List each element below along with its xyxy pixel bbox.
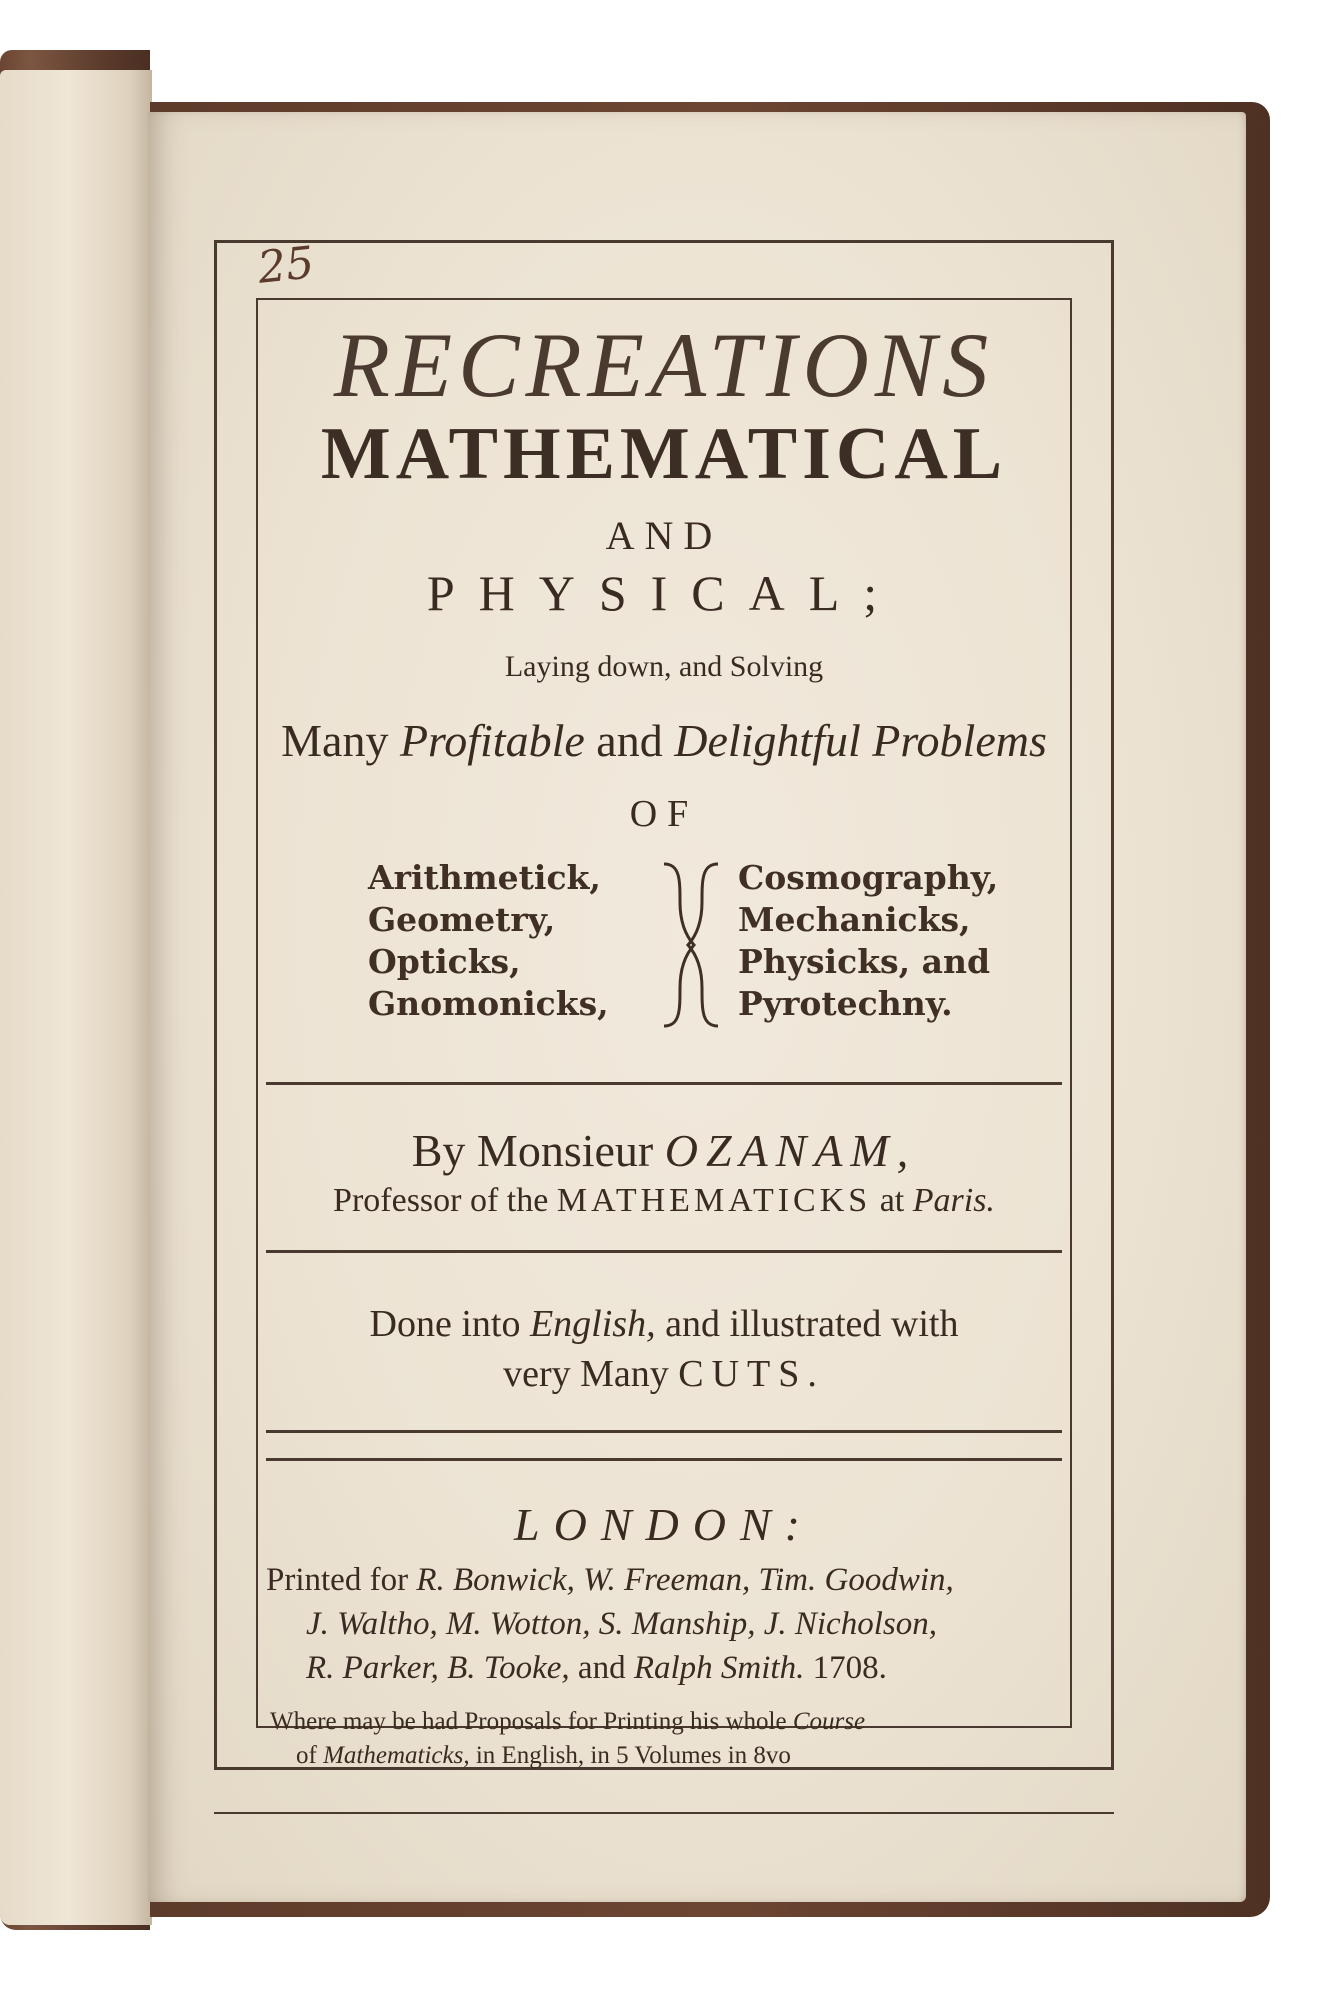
- subject-item: Opticks,: [368, 942, 521, 981]
- imprint-names-1: R. Bonwick, W. Freeman, Tim. Goodwin,: [416, 1562, 954, 1598]
- translation-part-5: CUTS.: [678, 1353, 825, 1395]
- imprint-city: LONDON:: [514, 1499, 814, 1550]
- imprint-line-1: [266, 1562, 1066, 1599]
- translation-part-4: very Many: [503, 1353, 679, 1395]
- divider-rule: [266, 1458, 1062, 1461]
- author-by: By Monsieur: [411, 1125, 665, 1176]
- proposals-line-1: [270, 1708, 1070, 1736]
- of-line: OF: [629, 793, 699, 835]
- professor-text: Professor of the: [333, 1182, 557, 1219]
- translation-part-2: English,: [529, 1303, 656, 1345]
- professor-subject: MATHEMATICKS: [556, 1182, 872, 1219]
- brace-ornament: [646, 860, 736, 1030]
- proposals-text-3: of: [296, 1742, 324, 1769]
- imprint-names-3: R. Parker, B. Tooke,: [306, 1650, 570, 1686]
- subject-item: Physicks, and: [738, 942, 991, 981]
- proposals-line-2: [296, 1742, 1096, 1770]
- imprint-names-4: Ralph Smith.: [633, 1650, 805, 1686]
- professor-line: [256, 1182, 1072, 1220]
- proposals-text-1: Where may be had Proposals for Printing his whole: [270, 1708, 793, 1735]
- imprint-printed-for: Printed for: [266, 1562, 417, 1598]
- problems-part-3: and: [584, 715, 675, 766]
- translation-part-3: and illustrated with: [655, 1303, 959, 1345]
- subject-item: Mechanicks,: [738, 900, 971, 939]
- title-page: [148, 112, 1246, 1902]
- handwritten-number: 25: [255, 237, 317, 294]
- imprint-year: 1708.: [804, 1650, 887, 1686]
- imprint-names-2: J. Waltho, M. Wotton, S. Manship, J. Nicholson,: [306, 1606, 937, 1642]
- subject-item: Geometry,: [368, 900, 556, 939]
- problems-part-1: Many: [281, 715, 400, 766]
- divider-rule: [266, 1250, 1062, 1253]
- divider-rule: [266, 1430, 1062, 1433]
- divider-rule: [266, 1082, 1062, 1085]
- subjects-left-list: [368, 857, 668, 1025]
- imprint-line-3: [306, 1650, 1106, 1687]
- subjects-right-list: [738, 857, 1078, 1025]
- proposals-text-2: Course: [792, 1708, 866, 1735]
- translation-line-1: [256, 1302, 1072, 1346]
- professor-at: at: [871, 1182, 913, 1219]
- subject-item: Gnomonicks,: [368, 984, 609, 1023]
- left-page-edge: [0, 70, 152, 1925]
- subject-item: Pyrotechny.: [738, 984, 953, 1023]
- proposals-text-5: in English, in 5 Volumes in 8vo: [469, 1742, 791, 1769]
- title-mathematical: MATHEMATICAL: [320, 413, 1008, 495]
- translation-part-1: Done into: [369, 1303, 530, 1345]
- imprint-line-2: [306, 1606, 1106, 1643]
- subtitle: Laying down, and Solving: [504, 650, 824, 683]
- problems-part-2: Profitable: [399, 715, 585, 766]
- title-physical: PHYSICAL;: [426, 565, 902, 621]
- divider-rule: [214, 1812, 1114, 1814]
- proposals-text-4: Mathematicks,: [323, 1742, 470, 1769]
- book: [0, 50, 1275, 1930]
- title-recreations: RECREATIONS: [333, 314, 995, 416]
- problems-line: [256, 714, 1072, 767]
- subject-item: Arithmetick,: [368, 858, 601, 897]
- subject-item: Cosmography,: [738, 858, 999, 897]
- translation-line-2: [256, 1352, 1072, 1396]
- author-name: OZANAM,: [664, 1125, 917, 1176]
- problems-part-4: Delightful Problems: [674, 715, 1047, 766]
- imprint-and: and: [569, 1650, 634, 1686]
- professor-city: Paris.: [912, 1182, 995, 1219]
- title-and: AND: [605, 513, 723, 558]
- author-line: [256, 1124, 1072, 1177]
